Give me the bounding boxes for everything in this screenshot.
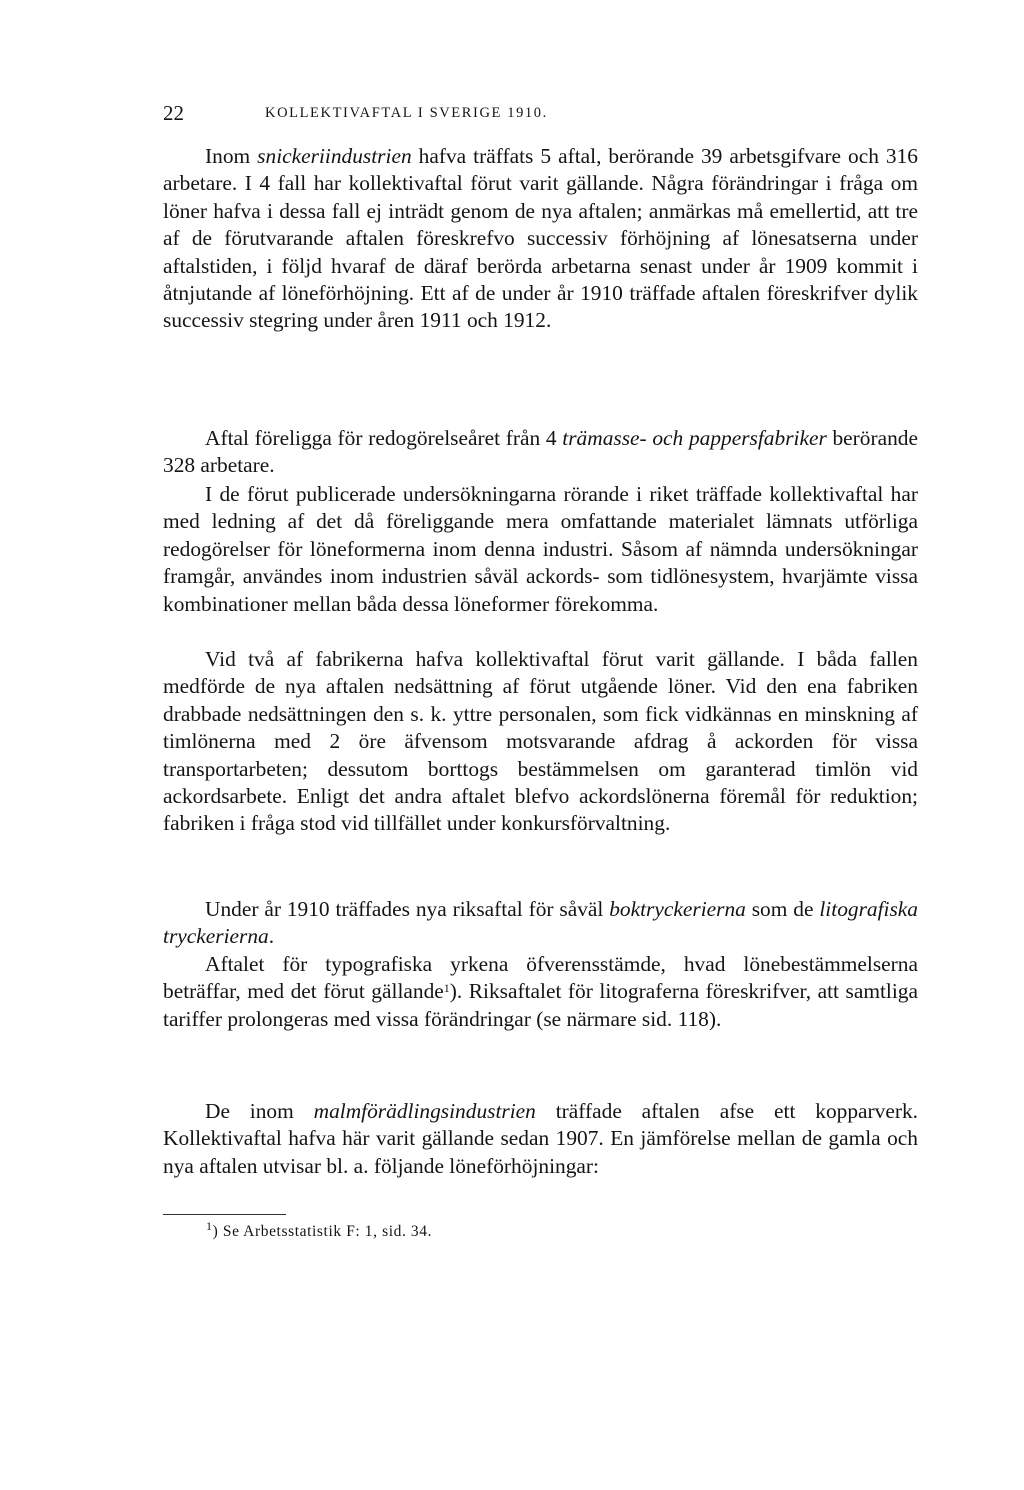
paragraph-text: Aftalet för typografiska yrkena öfverensstämde, hvad lönebestämmelserna beträffar, med det förut gällande <box>163 952 918 1004</box>
page-number: 22 <box>163 101 184 125</box>
italic-term: litografiska tryckerierna <box>163 897 918 949</box>
paragraph-text: träffade aftalen afse ett kopparverk. Kollektivaftal hafva här varit gällande sedan 1907. En jämförelse mellan de gamla och nya aftalen utvisar bl. a. följande löneförhöjningar: <box>163 1099 918 1178</box>
footnote-divider <box>163 1214 286 1215</box>
italic-term: boktryckerierna <box>609 897 746 921</box>
paragraph-snickeriindustrien <box>163 143 918 335</box>
footnote-text: ) Se Arbetsstatistik F: 1, sid. 34. <box>212 1223 433 1240</box>
paragraph-text: hafva träffats 5 aftal, berörande 39 arbetsgifvare och 316 arbetare. I 4 fall har kollektivaftal förut varit gällande. Några förändringar i fråga om löner hafva i dessa fall ej inträdt genom de nya aftalen; anmärkas må emellertid, att tre af de förutvarande aftalen föreskrefvo successiv förhöjning af lönesatserna under aftalstiden, i följd hvaraf de däraf berörda arbetarna senast under år 1909 kommit i åtnjutande af löneförhöjning. Ett af de under år 1910 träffade aftalen föreskrifver dylik successiv stegring under åren 1911 och 1912. <box>163 144 918 333</box>
italic-term: snickeriindustrien <box>257 144 412 168</box>
paragraph-text: Inom <box>205 144 258 168</box>
paragraph-text: Aftal föreligga för redogörelseåret från 4 <box>205 426 563 450</box>
footnote-reference: 1 <box>443 981 450 996</box>
paragraph-text: ). Riksaftalet för litograferna föreskrifver, att samtliga tariffer prolongeras med vissa förändringar (se närmare sid. 118). <box>163 979 918 1031</box>
running-head: KOLLEKTIVAFTAL I SVERIGE 1910. <box>265 105 548 121</box>
italic-term: trämasse- och pappersfabriker <box>562 426 827 450</box>
footnote-marker: 1 <box>206 1219 213 1233</box>
paragraph-typografiska <box>163 951 918 1033</box>
paragraph-malmforadling <box>163 1098 918 1180</box>
paragraph-tramasse <box>163 425 918 480</box>
paragraph-text: De inom <box>205 1099 314 1123</box>
footnote <box>206 1219 433 1242</box>
paragraph-fabrikerna <box>163 646 918 838</box>
paragraph-text: . <box>268 924 275 949</box>
paragraph-text: Under år 1910 träffades nya riksaftal för såväl <box>205 897 610 921</box>
paragraph-text: berörande 328 arbetare. <box>163 426 918 478</box>
paragraph-text: som de <box>745 897 820 921</box>
paragraph-riksaftal <box>163 896 918 951</box>
italic-term: malmförädlingsindustrien <box>313 1099 536 1123</box>
paragraph-loneformer <box>163 481 918 618</box>
paragraph-text: Vid två af fabrikerna hafva kollektivaftal förut varit gällande. I båda fallen medförde de nya aftalen nedsättning af förut utgående löner. Vid den ena fabriken drabbade nedsättningen den s. k. yttre personalen, som fick vidkännas en minskning af timlönerna med 2 öre äfvensom motsvarande afdrag å ackorden för vissa transportarbeten; dessutom borttogs bestämmelsen om garanterad timlön vid ackordsarbete. Enligt det andra aftalet blefvo ackordslönerna föremål för reduktion; fabriken i fråga stod vid tillfället under konkursförvaltning. <box>163 647 918 836</box>
paragraph-text: I de förut publicerade undersökningarna rörande i riket träffade kollektivaftal har med ledning af det då föreliggande mera omfattande materialet lämnats utförliga redogörelser för löneformerna inom denna industri. Såsom af nämnda undersökningar framgår, användes inom industrien såväl ackords- som tidlönesystem, hvarjämte vissa kombinationer mellan båda dessa löneformer förekomma. <box>163 482 918 616</box>
